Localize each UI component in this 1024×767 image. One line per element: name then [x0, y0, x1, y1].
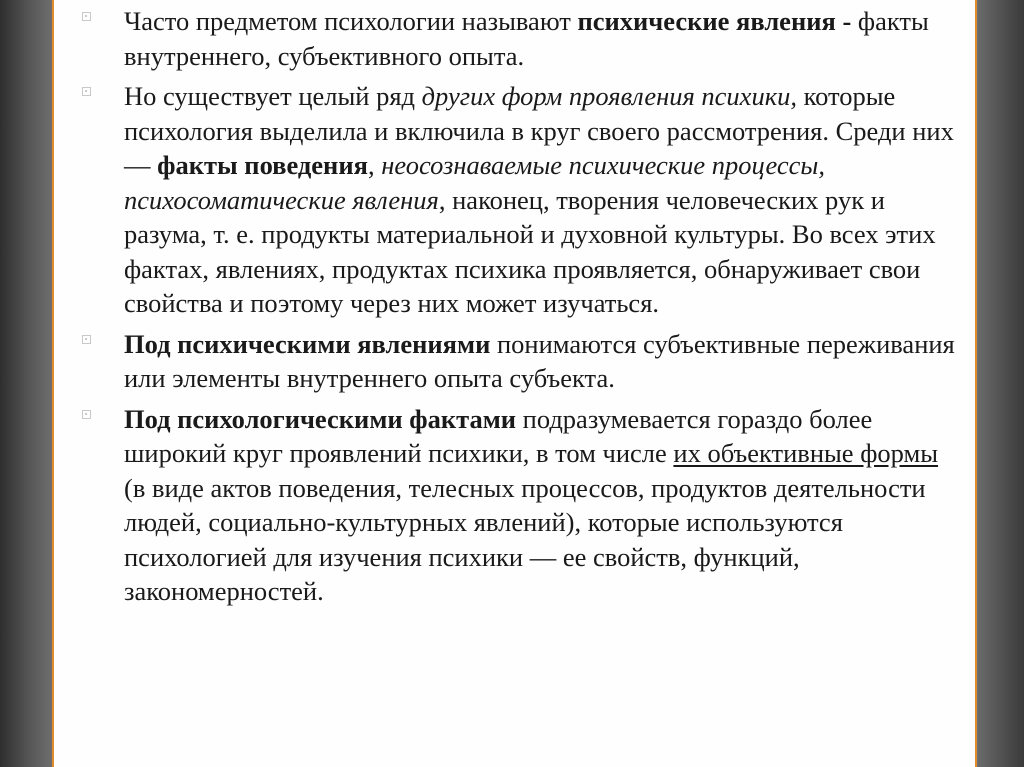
bold-term: факты поведения	[157, 150, 368, 180]
bold-term: психические явления -	[577, 6, 852, 36]
square-bullet-icon	[82, 87, 91, 96]
paragraph-text: которые психология выделила и включила в круг своего рассмотрения. Среди них —	[124, 81, 954, 180]
paragraph-text: подразумевается гораздо более широкий круг проявлений психики, в том числе	[124, 403, 873, 468]
paragraph	[124, 402, 964, 609]
paragraph-text: ,	[367, 150, 382, 180]
slide	[52, 0, 977, 767]
paragraph-text: , наконец, творения человеческих рук и разума, т. е. продукты материальной и духовной культуры. Во всех этих фактах, явлениях, продуктах психика проявляется, обнаруживает свои свойства и поэтому через них может изучаться.	[124, 184, 936, 318]
slide-content	[124, 4, 964, 615]
background-frame-left	[0, 0, 52, 767]
paragraph-text: факты внутреннего, субъективного опыта.	[124, 6, 929, 71]
italic-phrase: неосознаваемые психические процессы, психосоматические явления	[124, 150, 825, 215]
background-frame-right	[978, 0, 1024, 767]
paragraph-text: Но существует целый ряд	[124, 81, 422, 111]
paragraph-text: понимаются субъективные переживания или элементы внутреннего опыта субъекта.	[124, 328, 955, 393]
square-bullet-icon	[82, 335, 91, 344]
paragraph	[124, 327, 964, 396]
square-bullet-icon	[82, 410, 91, 419]
bold-term: Под психическими явлениями	[124, 328, 491, 359]
underlined-phrase: их объективные формы	[673, 438, 939, 468]
paragraph-text: Часто предметом психологии называют	[124, 6, 578, 36]
paragraph	[124, 4, 964, 73]
italic-phrase: других форм проявления психики,	[421, 81, 797, 111]
bold-term: Под психологическими фактами	[124, 403, 517, 434]
paragraph	[124, 79, 964, 321]
paragraph-text: (в виде актов поведения, телесных процессов, продуктов деятельности людей, социально-культурных явлений), которые используются психологией для изучения психики — ее свойств, функций, закономерностей.	[124, 472, 926, 606]
square-bullet-icon	[82, 12, 91, 21]
